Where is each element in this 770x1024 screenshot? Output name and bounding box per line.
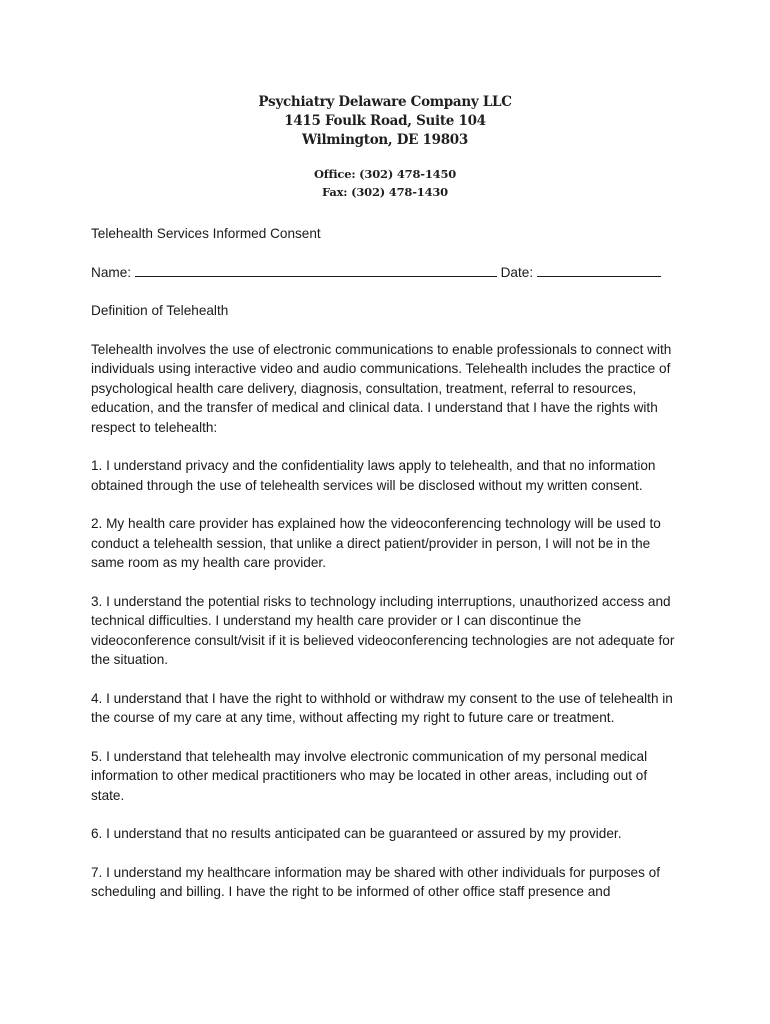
date-label: Date: <box>500 264 534 280</box>
consent-item: 4. I understand that I have the right to withhold or withdraw my consent to the use of telehealth in the course of my care at any time, without affecting my right to future care or treatment. <box>91 690 673 725</box>
date-field[interactable] <box>537 264 661 277</box>
letterhead <box>0 93 770 201</box>
city-state-zip: Wilmington, DE 19803 <box>302 132 468 148</box>
consent-item: 2. My health care provider has explained how the videoconferencing technology will be used to conduct a telehealth session, that unlike a direct patient/provider in person, I will not be in the same room as my health care provider. <box>91 516 661 570</box>
consent-item: 6. I understand that no results anticipated can be guaranteed or assured by my provider. <box>91 826 622 841</box>
document-body <box>91 224 681 921</box>
consent-item: 7. I understand my healthcare information may be shared with other individuals for purposes of scheduling and billing. I have the right to be informed of other office staff presence and <box>91 864 660 899</box>
consent-item: 1. I understand privacy and the confidentiality laws apply to telehealth, and that no information obtained through the use of telehealth services will be disclosed without my written consent. <box>91 458 656 493</box>
consent-item: 3. I understand the potential risks to technology including interruptions, unauthorized access and technical difficulties. I understand my health care provider or I can discontinue the videoconference consult/visit if it is believed videoconferencing technologies are not adequate for the situation. <box>91 593 675 667</box>
name-field[interactable] <box>135 264 497 277</box>
name-date-line <box>91 263 681 283</box>
definition-heading: Definition of Telehealth <box>91 303 229 318</box>
consent-item: 5. I understand that telehealth may involve electronic communication of my personal medical information to other medical practitioners who may be located in other areas, including out of state. <box>91 748 648 803</box>
document-title: Telehealth Services Informed Consent <box>91 226 321 241</box>
fax-number: Fax: (302) 478-1430 <box>322 185 448 199</box>
company-name: Psychiatry Delaware Company LLC <box>258 94 512 110</box>
street-address: 1415 Foulk Road, Suite 104 <box>284 113 486 129</box>
office-phone: Office: (302) 478-1450 <box>313 167 457 181</box>
name-label: Name: <box>91 264 132 280</box>
definition-paragraph: Telehealth involves the use of electronic communications to enable professionals to connect with individuals using interactive video and audio communications. Telehealth includes the practice of psychological health care delivery, diagnosis, consultation, treatment, referral to resources, education, and the transfer of medical and clinical data. I understand that I have the rights with respect to telehealth: <box>91 341 672 435</box>
